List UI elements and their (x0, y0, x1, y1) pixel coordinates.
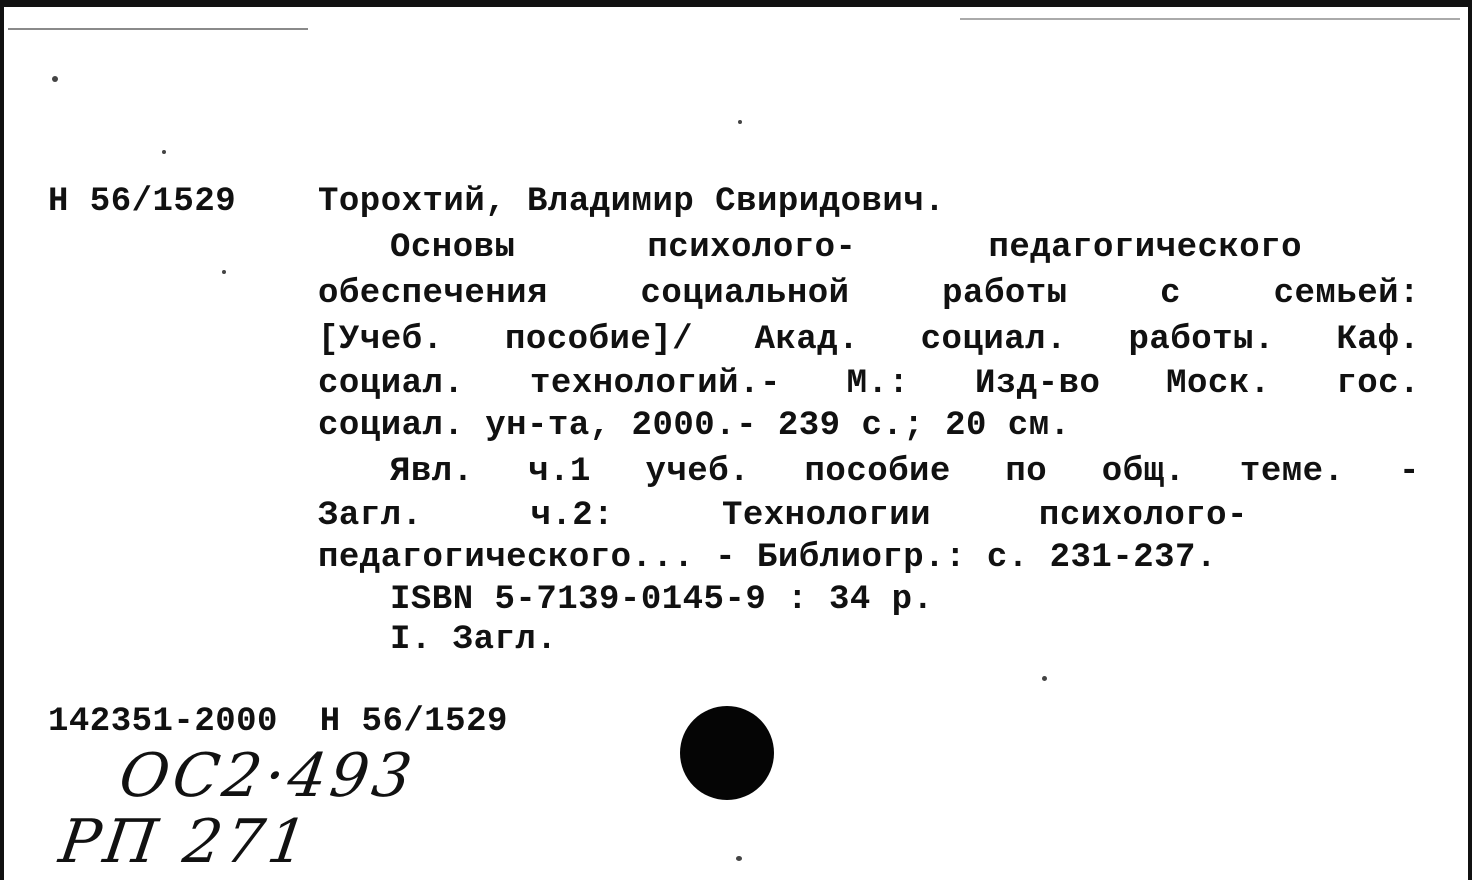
title-word: обеспечения (318, 275, 548, 313)
title-line-2 (318, 272, 1420, 316)
author-heading: Торохтий, Владимир Свиридович. (318, 183, 946, 221)
call-number: Н 56/1529 (48, 183, 237, 221)
speck (738, 120, 742, 124)
card-top-edge (0, 0, 1472, 7)
note-word: ч.1 (528, 453, 591, 491)
title-line-1 (390, 226, 1302, 270)
speck (1042, 676, 1047, 681)
speck (736, 856, 742, 861)
note-word: Загл. (318, 497, 423, 535)
note-word: общ. (1101, 453, 1186, 491)
title-word: работы (942, 275, 1068, 313)
punch-hole (680, 706, 774, 800)
title-word: социал. (920, 321, 1067, 359)
tracing-line: I. Загл. (390, 621, 558, 659)
note-word: психолого- (1038, 497, 1248, 535)
speck (162, 150, 166, 154)
note-line-2 (318, 494, 1248, 538)
title-word: педагогического (988, 229, 1302, 267)
title-word: семьей: (1273, 275, 1420, 313)
title-line-5: социал. ун-та, 2000.- 239 с.; 20 см. (318, 407, 1071, 445)
title-line-4 (318, 362, 1420, 406)
card-left-edge (0, 0, 4, 880)
title-word: Акад. (754, 321, 860, 359)
title-word: психолого- (647, 229, 857, 267)
note-word: теме. (1239, 453, 1345, 491)
note-word: учеб. (645, 453, 750, 491)
faint-rule-left (8, 28, 308, 30)
title-word: Каф. (1336, 321, 1420, 359)
title-word: социал. (318, 365, 465, 403)
faint-rule-right (960, 18, 1460, 20)
title-word: пособие]/ (504, 321, 694, 359)
title-word: М.: (846, 365, 910, 403)
title-word: [Учеб. (318, 321, 444, 359)
handwritten-shelfmark-1: OC2·493 (115, 741, 420, 811)
note-word: по (1005, 453, 1048, 491)
note-word: - (1399, 453, 1420, 491)
note-word: пособие (804, 453, 951, 491)
note-word: ч.2: (530, 497, 615, 535)
title-word: Моск. (1166, 365, 1271, 403)
note-line-1 (390, 450, 1420, 494)
handwritten-shelfmark-2: РП 271 (55, 807, 316, 877)
speck (222, 270, 226, 274)
title-word: Основы (390, 229, 516, 267)
title-word: социальной (640, 275, 850, 313)
speck (52, 76, 58, 82)
title-line-3 (318, 318, 1420, 362)
title-word: технологий.- (530, 365, 781, 403)
isbn-line: ISBN 5-7139-0145-9 : 34 р. (390, 581, 934, 619)
title-word: с (1160, 275, 1182, 313)
title-word: Изд-во (975, 365, 1101, 403)
note-line-3: педагогического... - Библиогр.: с. 231-237. (318, 539, 1217, 577)
note-word: Явл. (390, 453, 474, 491)
note-word: Технологии (721, 497, 932, 535)
title-word: работы. (1128, 321, 1275, 359)
title-word: гос. (1336, 365, 1420, 403)
inventory-number: 142351-2000 Н 56/1529 (48, 703, 508, 741)
card-right-edge (1468, 0, 1472, 880)
